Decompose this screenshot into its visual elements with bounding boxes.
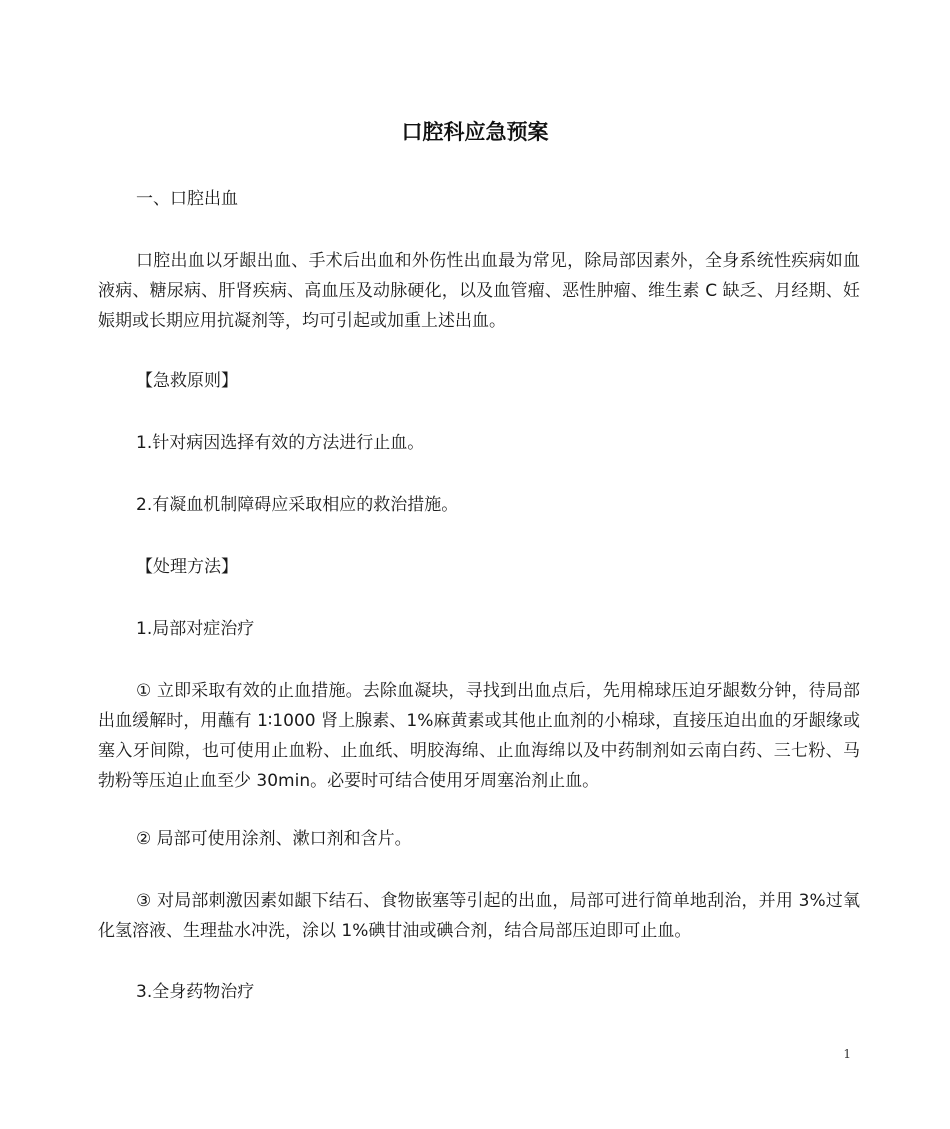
local-treatment-item-2: ② 局部可使用涂剂、漱口剂和含片。 — [136, 829, 412, 849]
systemic-treatment-heading: 3.全身药物治疗 — [136, 982, 255, 1002]
document-title: 口腔科应急预案 — [401, 120, 549, 144]
principles-heading: 【急救原则】 — [136, 371, 238, 391]
local-treatment-heading: 1.局部对症治疗 — [136, 619, 255, 639]
local-treatment-item-1: ① 立即采取有效的止血措施。去除血凝块，寻找到出血点后，先用棉球压迫牙龈数分钟，待局部出血缓解时，用蘸有 1∶1000 肾上腺素、1%麻黄素或其他止血剂的小棉球，直接压迫出血的牙龈缘或塞入牙间隙，也可使用止血粉、止血纸、明胶海绵、止血海绵以及中药制剂如云南白药、三七粉、马勃粉等压迫止血至少 30min。必要时可结合使用牙周塞治剂止血。 — [98, 681, 860, 791]
intro-paragraph: 口腔出血以牙龈出血、手术后出血和外伤性出血最为常见，除局部因素外，全身系统性疾病如血液病、糖尿病、肝肾疾病、高血压及动脉硬化，以及血管瘤、恶性肿瘤、维生素 C 缺乏、月经期、妊娠期或长期应用抗凝剂等，均可引起或加重上述出血。 — [98, 251, 860, 331]
principle-item-1: 1.针对病因选择有效的方法进行止血。 — [136, 433, 425, 453]
section-heading: 一、口腔出血 — [136, 189, 238, 209]
page-number: 1 — [843, 1047, 851, 1061]
local-treatment-item-3: ③ 对局部刺激因素如龈下结石、食物嵌塞等引起的出血，局部可进行简单地刮治，并用 3%过氧化氢溶液、生理盐水冲洗，涂以 1%碘甘油或碘合剂，结合局部压迫即可止血。 — [98, 891, 860, 941]
methods-heading: 【处理方法】 — [136, 557, 238, 577]
principle-item-2: 2.有凝血机制障碍应采取相应的救治措施。 — [136, 495, 459, 515]
